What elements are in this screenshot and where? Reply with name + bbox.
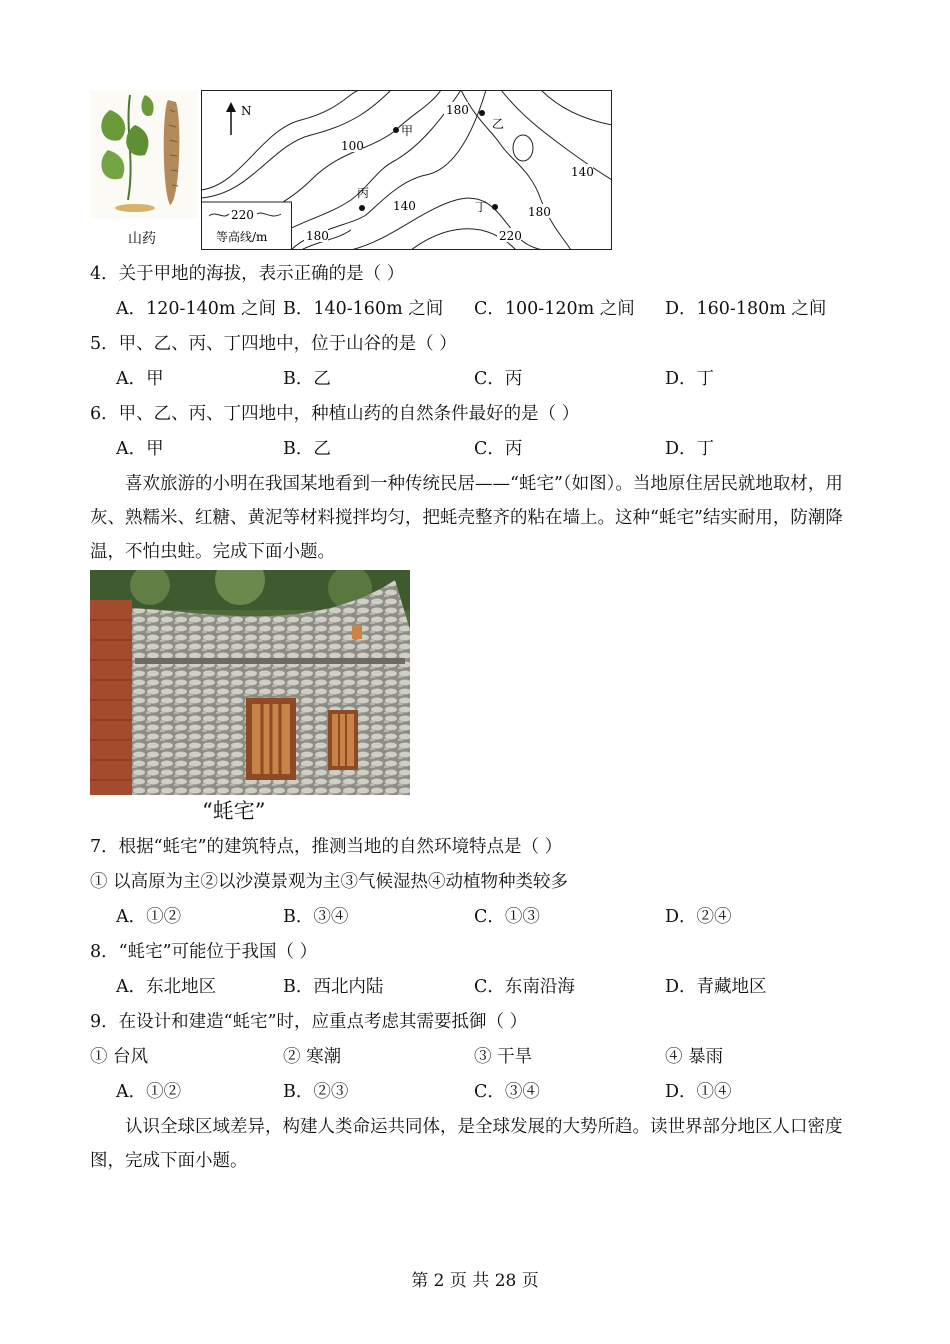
question-9-option-a[interactable]: A．①② (116, 1082, 182, 1102)
contour-label: 140 (393, 199, 416, 213)
contour-label: 180 (446, 103, 469, 117)
question-7-option-c[interactable]: C．①③ (474, 907, 540, 927)
question-6-stem: 6．甲、乙、丙、丁四地中，种植山药的自然条件最好的是（ ） (90, 404, 580, 424)
place-yi-label: 乙 (492, 117, 505, 131)
question-4-option-d[interactable]: D．160-180m 之间 (665, 299, 827, 319)
map-legend (202, 202, 292, 250)
place-bing-label: 丙 (357, 186, 370, 200)
yam-plant-drawing (90, 90, 198, 218)
yam-caption: 山药 (128, 231, 156, 247)
question-7-stem: 7．根据“蚝宅”的建筑特点，推测当地的自然环境特点是（ ） (90, 837, 563, 857)
question-9-statement-4: ④ 暴雨 (665, 1047, 724, 1067)
photo-caption: “蚝宅” (202, 799, 266, 823)
passage-oyster-house: 喜欢旅游的小明在我国某地看到一种传统民居——“蚝宅”（如图）。当地原住居民就地取材，用灰、熟糯米、红糖、黄泥等材料搅拌均匀，把蚝壳整齐的粘在墙上。这种“蚝宅”结实耐用，防潮降温，不怕虫蛀。完成下面小题。 (90, 474, 843, 562)
question-8-option-b[interactable]: B．西北内陆 (283, 977, 384, 997)
question-9-statement-2: ② 寒潮 (283, 1047, 342, 1067)
question-8-option-d[interactable]: D．青藏地区 (665, 977, 767, 997)
question-9-option-c[interactable]: C．③④ (474, 1082, 540, 1102)
question-6-option-a[interactable]: A．甲 (116, 439, 164, 459)
contour-label: 220 (499, 229, 522, 243)
place-ding-marker (492, 204, 498, 210)
question-4-option-a[interactable]: A．120-140m 之间 (116, 299, 277, 319)
question-9-statement-3: ③ 干旱 (474, 1047, 533, 1067)
contour-label: 180 (528, 205, 551, 219)
question-7-option-b[interactable]: B．③④ (283, 907, 349, 927)
question-4-option-b[interactable]: B．140-160m 之间 (283, 299, 444, 319)
question-9-option-b[interactable]: B．②③ (283, 1082, 349, 1102)
legend-label: 等高线/m (216, 230, 268, 244)
passage-global-regions: 认识全球区域差异，构建人类命运共同体，是全球发展的大势所趋。读世界部分地区人口密度图，完成下面小题。 (90, 1117, 843, 1171)
question-7-option-a[interactable]: A．①② (116, 907, 182, 927)
question-5-option-a[interactable]: A．甲 (116, 369, 164, 389)
place-jia-label: 甲 (401, 124, 414, 138)
question-9-option-d[interactable]: D．①④ (665, 1082, 732, 1102)
contour-map (201, 90, 612, 250)
oyster-house-photo-drawing (90, 570, 410, 795)
legend-contour-value: 220 (231, 208, 254, 222)
question-9-stem: 9．在设计和建造“蚝宅”时，应重点考虑其需要抵御（ ） (90, 1012, 528, 1032)
contour-label: 140 (571, 165, 594, 179)
contour-label: 180 (306, 229, 329, 243)
question-6-option-b[interactable]: B．乙 (283, 439, 331, 459)
question-5-option-d[interactable]: D．丁 (665, 369, 715, 389)
page-footer: 第 2 页 共 28 页 (411, 1271, 539, 1291)
question-6-option-c[interactable]: C．丙 (474, 439, 523, 459)
yam-illustration (90, 90, 198, 250)
question-8-option-c[interactable]: C．东南沿海 (474, 977, 575, 997)
question-9-statement-1: ① 台风 (90, 1047, 149, 1067)
place-bing-marker (359, 205, 365, 211)
question-4-option-c[interactable]: C．100-120m 之间 (474, 299, 635, 319)
north-label: N (241, 104, 252, 118)
question-5-stem: 5．甲、乙、丙、丁四地中，位于山谷的是（ ） (90, 334, 457, 354)
question-4-stem: 4．关于甲地的海拔，表示正确的是（ ） (90, 264, 405, 284)
oyster-house-photo (90, 570, 410, 823)
question-7-statements: ① 以高原为主②以沙漠景观为主③气候湿热④动植物种类较多 (90, 872, 569, 892)
place-jia-marker (393, 127, 399, 133)
question-7-option-d[interactable]: D．②④ (665, 907, 732, 927)
question-8-stem: 8．“蚝宅”可能位于我国（ ） (90, 942, 318, 962)
question-8-option-a[interactable]: A．东北地区 (116, 977, 217, 997)
question-5-option-c[interactable]: C．丙 (474, 369, 523, 389)
place-yi-marker (479, 110, 485, 116)
place-ding-label: 丁 (475, 200, 488, 214)
question-6-option-d[interactable]: D．丁 (665, 439, 715, 459)
contour-map-svg (201, 90, 612, 250)
question-5-option-b[interactable]: B．乙 (283, 369, 331, 389)
contour-label: 100 (341, 139, 364, 153)
